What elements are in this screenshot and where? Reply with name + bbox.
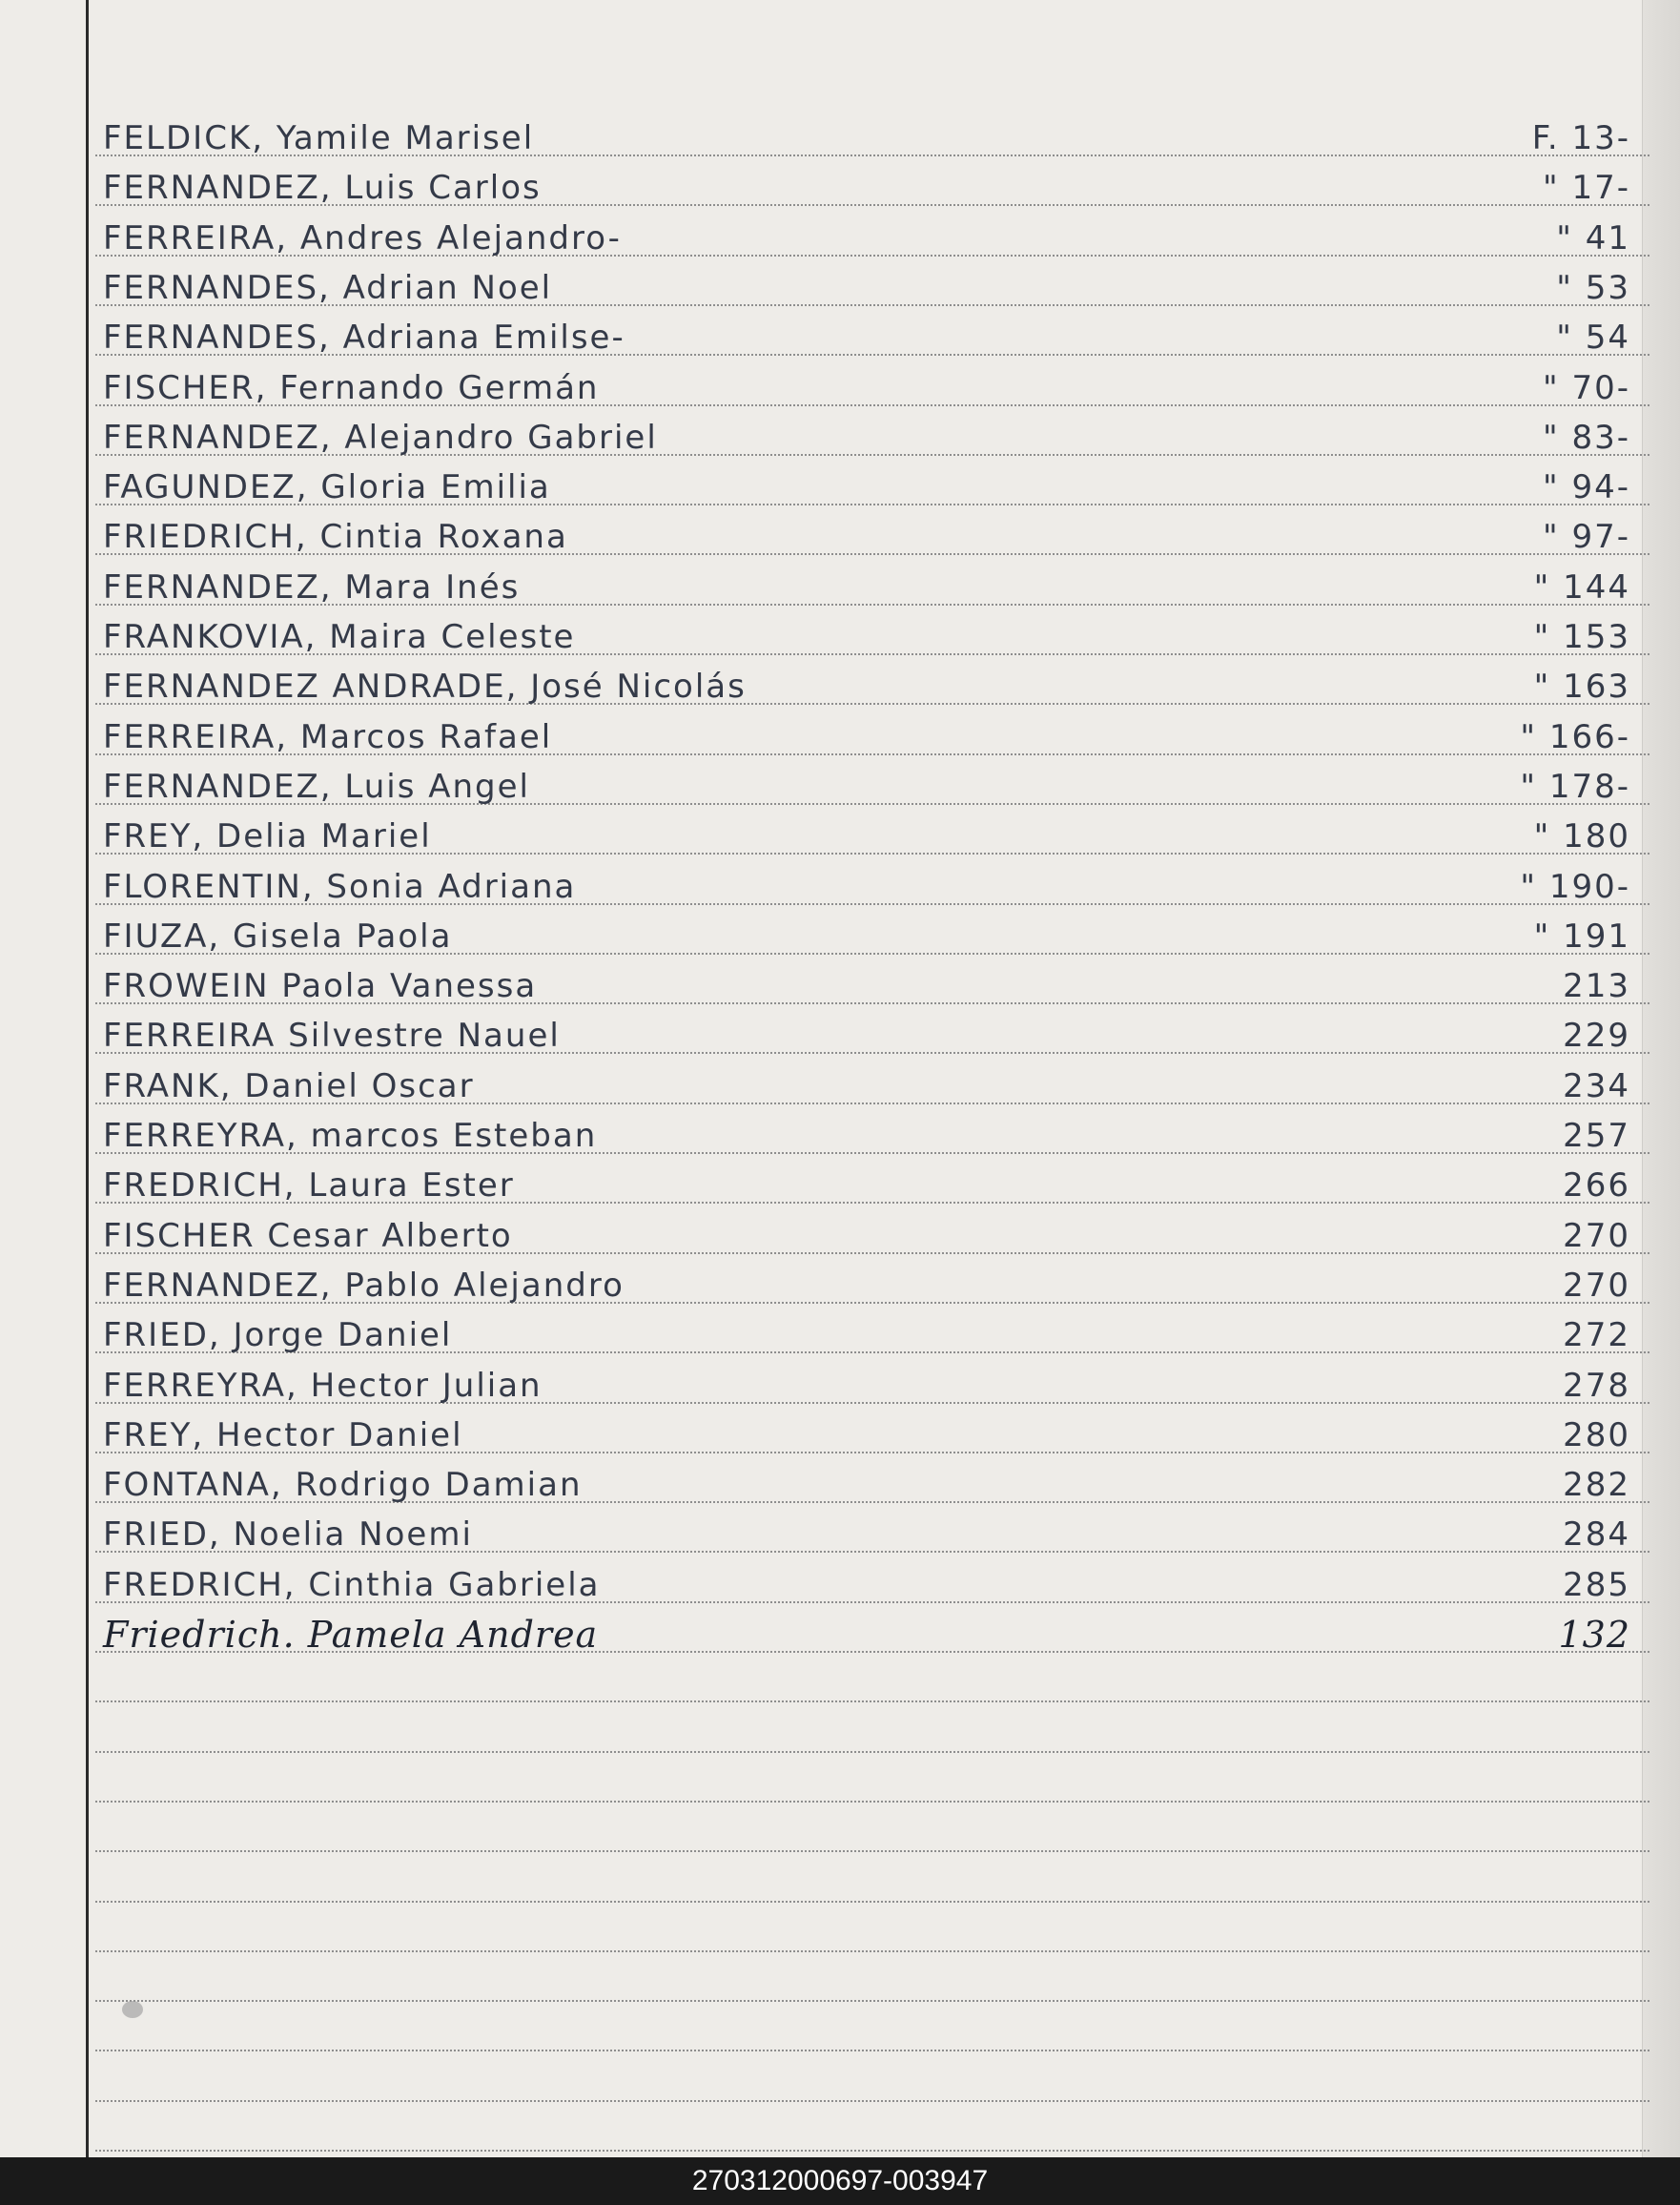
entry-folio: " 17- [1543, 169, 1630, 207]
entry-folio: " 166- [1520, 718, 1630, 756]
entry-folio: " 70- [1543, 369, 1630, 407]
entry-folio: " 83- [1543, 419, 1630, 457]
entry-name: FRANK, Daniel Oscar [103, 1067, 475, 1105]
entry-name: FERNANDEZ, Alejandro Gabriel [103, 419, 658, 457]
entry-folio: 284 [1563, 1515, 1630, 1554]
entry-name: FREDRICH, Cinthia Gabriela [103, 1566, 601, 1604]
entry-folio: 257 [1563, 1117, 1630, 1155]
ink-spot [122, 2001, 143, 2018]
entry-folio: " 41 [1556, 219, 1630, 258]
entry-name: FELDICK, Yamile Marisel [103, 119, 535, 157]
page-edge [1642, 0, 1680, 2157]
entry-name: FLORENTIN, Sonia Adriana [103, 868, 577, 906]
entry-name: FERREYRA, Hector Julian [103, 1367, 543, 1405]
entry-folio: F. 13- [1531, 119, 1630, 157]
ruled-line [95, 2000, 1649, 2002]
entry-folio: " 180 [1533, 817, 1630, 855]
image-id-footer: 270312000697-003947 [0, 2157, 1680, 2205]
entry-name: FERNANDEZ, Pablo Alejandro [103, 1267, 625, 1305]
entry-name: FERNANDEZ, Mara Inés [103, 568, 521, 607]
ruled-line [95, 1751, 1649, 1753]
entry-folio: 285 [1563, 1566, 1630, 1604]
entry-folio: " 153 [1533, 618, 1630, 656]
entry-folio: 229 [1563, 1017, 1630, 1055]
ruled-line [95, 1700, 1649, 1702]
entry-name: FRIED, Noelia Noemi [103, 1515, 473, 1554]
entry-folio: " 53 [1556, 269, 1630, 307]
entry-folio: " 144 [1533, 568, 1630, 607]
entry-name: Friedrich. Pamela Andrea [103, 1614, 599, 1656]
entry-folio: " 97- [1543, 518, 1630, 556]
entry-folio: 280 [1563, 1416, 1630, 1454]
entry-name: FERREIRA Silvestre Nauel [103, 1017, 561, 1055]
entry-name: FERREIRA, Marcos Rafael [103, 718, 553, 756]
entry-folio: 270 [1563, 1267, 1630, 1305]
margin-line [86, 0, 89, 2157]
entry-name: FERNANDES, Adriana Emilse- [103, 319, 625, 357]
entry-name: FISCHER Cesar Alberto [103, 1217, 513, 1255]
ruled-line [95, 1950, 1649, 1952]
entry-name: FREDRICH, Laura Ester [103, 1166, 515, 1205]
entry-name: FRANKOVIA, Maira Celeste [103, 618, 576, 656]
entry-folio: 272 [1563, 1316, 1630, 1354]
entry-name: FRIED, Jorge Daniel [103, 1316, 453, 1354]
entry-folio: 278 [1563, 1367, 1630, 1405]
entry-name: FERREYRA, marcos Esteban [103, 1117, 598, 1155]
entry-name: FONTANA, Rodrigo Damian [103, 1466, 583, 1504]
entry-name: FREY, Hector Daniel [103, 1416, 463, 1454]
entry-folio: " 178- [1520, 768, 1630, 806]
entry-name: FRIEDRICH, Cintia Roxana [103, 518, 568, 556]
entry-name: FERNANDEZ ANDRADE, José Nicolás [103, 668, 747, 706]
entry-name: FREY, Delia Mariel [103, 817, 432, 855]
ruled-line [95, 1901, 1649, 1903]
entry-folio: " 190- [1520, 868, 1630, 906]
entry-name: FERNANDEZ, Luis Carlos [103, 169, 542, 207]
ruled-line [95, 2100, 1649, 2102]
entry-folio: 266 [1563, 1166, 1630, 1205]
entry-folio: " 54 [1556, 319, 1630, 357]
entry-folio: 234 [1563, 1067, 1630, 1105]
entry-folio: 282 [1563, 1466, 1630, 1504]
entry-folio: 213 [1563, 967, 1630, 1005]
entry-folio: " 191 [1533, 917, 1630, 956]
entry-folio: 270 [1563, 1217, 1630, 1255]
ruled-line [95, 2050, 1649, 2051]
entry-name: FROWEIN Paola Vanessa [103, 967, 538, 1005]
entry-folio: 132 [1558, 1614, 1630, 1656]
entry-name: FERNANDES, Adrian Noel [103, 269, 553, 307]
entry-name: FERREIRA, Andres Alejandro- [103, 219, 622, 258]
ruled-line [95, 1801, 1649, 1803]
entry-name: FERNANDEZ, Luis Angel [103, 768, 530, 806]
entry-folio: " 94- [1543, 468, 1630, 506]
entry-name: FISCHER, Fernando Germán [103, 369, 600, 407]
entry-folio: " 163 [1533, 668, 1630, 706]
ruled-line [95, 1850, 1649, 1852]
ruled-line [95, 2150, 1649, 2152]
entry-name: FAGUNDEZ, Gloria Emilia [103, 468, 551, 506]
entry-name: FIUZA, Gisela Paola [103, 917, 453, 956]
